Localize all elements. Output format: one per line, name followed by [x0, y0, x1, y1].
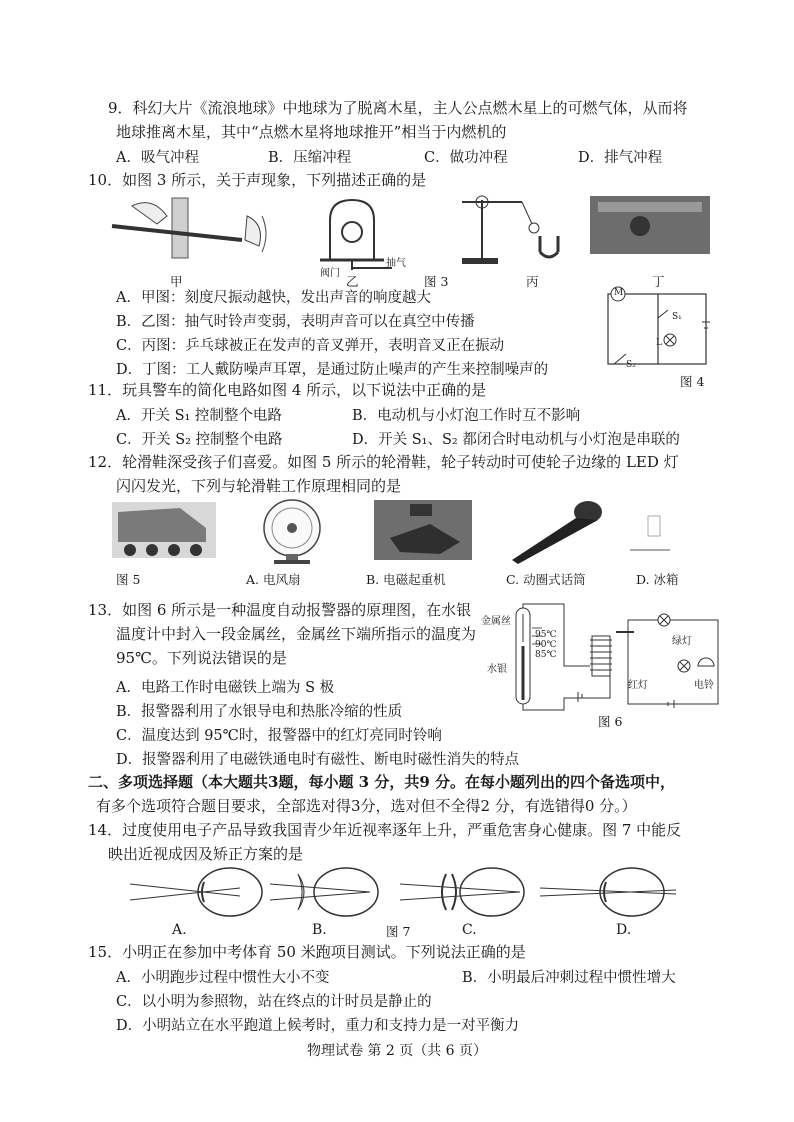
fig5-electric-fan: [264, 500, 320, 564]
fig3-label-ding: 丁: [652, 274, 665, 289]
q15-stem: 15．小明正在参加中考体育 50 米跑项目测试。下列说法正确的是: [88, 943, 526, 961]
fig3-tuning-fork-illustration: [462, 196, 558, 264]
fig7-label-a: A.: [172, 922, 187, 938]
fig4-label-m: M: [614, 288, 624, 298]
fig3-label-yi: 乙: [346, 274, 359, 289]
q14-stem-line1: 14．过度使用电子产品导致我国青少年近视率逐年上升，严重危害身心健康。图 7 中能反: [88, 821, 682, 839]
fig6-label-bell: 电铃: [694, 680, 714, 691]
fig5-skates-photo: [112, 502, 216, 558]
q9-stem-line1: 9．科幻大片《流浪地球》中地球为了脱离木星，主人公点燃木星上的可燃气体，从而将: [108, 99, 688, 117]
figure-5-row: [110, 498, 710, 566]
figure-6-alarm-circuit: [484, 606, 720, 716]
fig7-eye-c: [400, 868, 524, 916]
fig5-label-a: A. 电风扇: [246, 572, 301, 587]
fig7-eye-d: [540, 868, 676, 916]
q10-option-a: A．甲图：刻度尺振动越快，发出声音的响度越大: [116, 290, 431, 306]
q9-option-c: C．做功冲程: [424, 150, 508, 166]
fig4-caption: 图 4: [680, 374, 705, 389]
fig3-label-jia: 甲: [170, 274, 183, 289]
q11-option-b: B．电动机与小灯泡工作时互不影响: [352, 408, 581, 424]
fig4-label-s2: S₂: [626, 360, 636, 370]
fig5-fridge: [630, 516, 670, 550]
q9-option-a: A．吸气冲程: [116, 150, 199, 166]
q15-option-a: A．小明跑步过程中惯性大小不变: [116, 970, 330, 986]
q13-option-b: B．报警器利用了水银导电和热胀冷缩的性质: [116, 704, 403, 720]
q10-stem: 10．如图 3 所示，关于声现象，下列描述正确的是: [88, 171, 427, 189]
q10-option-b: B．乙图：抽气时铃声变弱，表明声音可以在真空中传播: [116, 314, 475, 330]
q11-option-d: D．开关 S₁、S₂ 都闭合时电动机与小灯泡是串联的: [352, 432, 680, 448]
q10-option-c: C．丙图：乒乓球被正在发声的音叉弹开，表明音叉正在振动: [116, 338, 505, 354]
q13-stem-line1: 13．如图 6 所示是一种温度自动报警器的原理图，在水银: [88, 601, 472, 619]
fig6-label-90c: 90℃: [535, 640, 557, 650]
q13-stem-line2: 温度计中封入一段金属丝，金属丝下端所指示的温度为: [116, 625, 477, 643]
fig7-caption: 图 7: [386, 924, 411, 939]
fig3-label-bing: 丙: [526, 274, 539, 289]
q11-option-c: C．开关 S₂ 控制整个电路: [116, 432, 283, 448]
q13-option-c: C．温度达到 95℃时，报警器中的红灯亮同时铃响: [116, 728, 442, 744]
fig3-caption: 图 3: [424, 274, 449, 289]
fig7-label-b: B.: [312, 922, 327, 938]
q12-stem-line1: 12．轮滑鞋深受孩子们喜爱。如图 5 所示的轮滑鞋，轮子转动时可使轮子边缘的 LED 灯: [88, 453, 679, 471]
q10-option-d: D．丁图：工人戴防噪声耳罩，是通过防止噪声的产生来控制噪声的: [116, 362, 549, 378]
q14-stem-line2: 映出近视成因及矫正方案的是: [108, 845, 304, 863]
fig4-label-s1: S₁: [672, 312, 682, 322]
fig4-label-l: L: [656, 338, 662, 348]
fig6-label-red-lamp: 红灯: [628, 680, 648, 691]
q11-option-a: A．开关 S₁ 控制整个电路: [116, 408, 282, 424]
fig6-label-metal-wire: 金属丝: [481, 616, 511, 627]
page-footer: 物理试卷 第 2 页（共 6 页）: [306, 1043, 488, 1059]
figure-4-circuit: [598, 288, 714, 372]
q9-stem-line2: 地球推离木星，其中“点燃木星将地球推开”相当于内燃机的: [116, 123, 507, 141]
q13-stem-line3: 95℃。下列说法错误的是: [116, 649, 287, 667]
q9-option-d: D．排气冲程: [578, 150, 663, 166]
section2-heading-line2: 有多个选项符合题目要求，全部选对得3分，选对但不全得2 分，有选错得0 分。）: [96, 797, 637, 815]
figure-3: [112, 196, 712, 276]
figure-7-eye-diagrams: [120, 866, 680, 922]
fig7-label-c: C.: [462, 922, 477, 938]
q11-stem: 11．玩具警车的简化电路如图 4 所示，以下说法中正确的是: [88, 381, 487, 399]
fig6-label-mercury: 水银: [487, 664, 507, 675]
fig6-label-green-lamp: 绿灯: [672, 636, 692, 647]
fig7-eye-b: [270, 868, 378, 916]
fig5-caption: 图 5: [116, 572, 141, 587]
q9-option-b: B．压缩冲程: [268, 150, 352, 166]
fig7-label-d: D.: [616, 922, 632, 938]
fig5-electromagnetic-crane-photo: [374, 500, 472, 560]
fig6-caption: 图 6: [598, 714, 623, 729]
fig3-bell-jar-illustration: [320, 200, 392, 270]
section2-heading-line1: 二、多项选择题（本大题共3题，每小题 3 分，共9 分。在每小题列出的四个备选项中，: [88, 773, 675, 791]
fig3-label-valve: 阀门: [320, 268, 340, 279]
fig5-label-b: B. 电磁起重机: [366, 572, 446, 587]
q12-stem-line2: 闪闪发光，下列与轮滑鞋工作原理相同的是: [116, 477, 402, 495]
fig6-label-95c: 95℃: [535, 630, 557, 640]
fig5-label-d: D. 冰箱: [636, 572, 679, 587]
fig3-ruler-illustration: [112, 198, 266, 258]
fig5-microphone: [512, 501, 602, 564]
fig5-label-c: C. 动圈式话筒: [506, 572, 586, 587]
q15-option-d: D．小明站立在水平跑道上候考时，重力和支持力是一对平衡力: [116, 1018, 520, 1034]
q15-option-c: C．以小明为参照物，站在终点的计时员是静止的: [116, 994, 432, 1010]
fig7-eye-a: [130, 868, 262, 916]
fig3-label-pump: 抽气: [386, 258, 406, 269]
q15-option-b: B．小明最后冲刺过程中惯性增大: [462, 970, 676, 986]
q13-option-a: A．电路工作时电磁铁上端为 S 极: [116, 680, 335, 696]
fig6-label-85c: 85℃: [535, 650, 557, 660]
q13-option-d: D．报警器利用了电磁铁通电时有磁性、断电时磁性消失的特点: [116, 752, 520, 768]
